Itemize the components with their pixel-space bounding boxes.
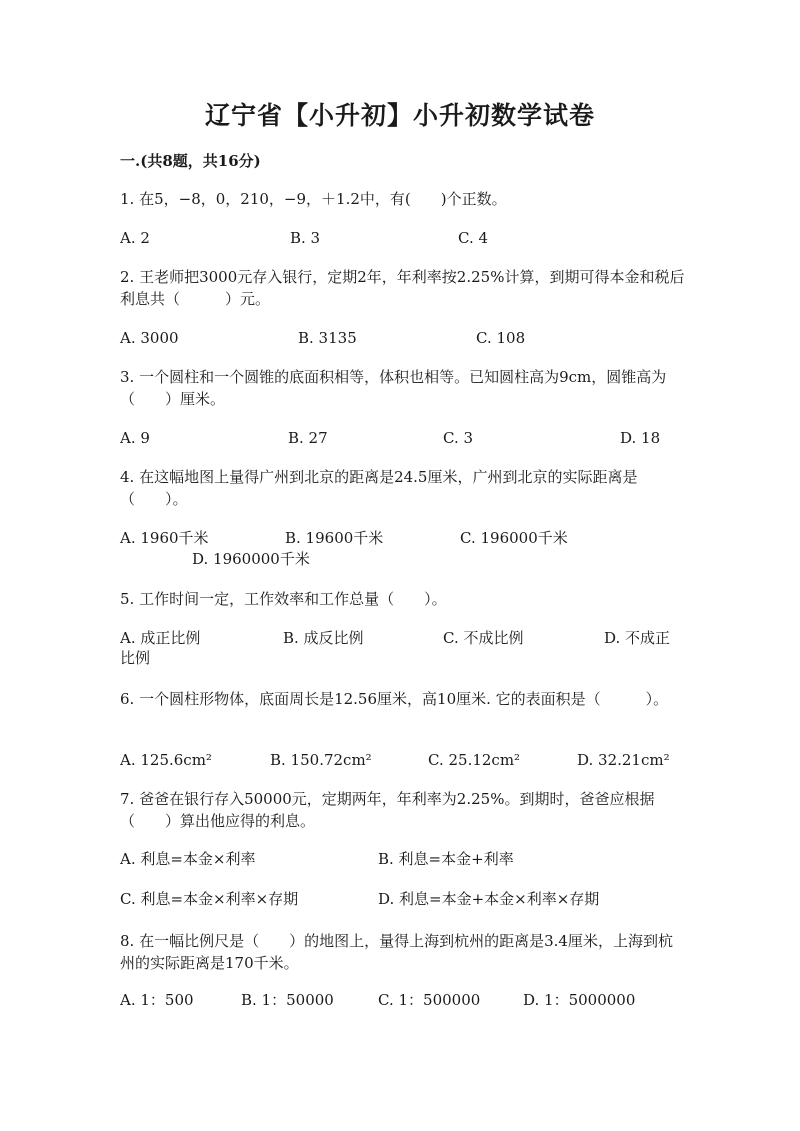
question-3-option-a[interactable]: A. 9 (120, 429, 150, 447)
question-4-option-b[interactable]: B. 19600千米 (285, 529, 384, 547)
question-1-stem: 1. 在5，−8，0，210，−9，＋1.2中，有( )个正数。 (120, 190, 507, 208)
question-5-stem: 5. 工作时间一定，工作效率和工作总量（ ）。 (120, 590, 447, 608)
question-5-option-b[interactable]: B. 成反比例 (283, 629, 364, 647)
question-1-option-b[interactable]: B. 3 (290, 229, 321, 247)
question-4-option-c[interactable]: C. 196000千米 (460, 529, 568, 547)
question-2-option-c[interactable]: C. 108 (476, 329, 526, 347)
question-1-option-a[interactable]: A. 2 (120, 229, 150, 247)
question-8-stem: 8. 在一幅比例尺是（ ）的地图上，量得上海到杭州的距离是3.4厘米，上海到杭州的实际距离是170千米。 (120, 932, 673, 972)
question-2-option-a[interactable]: A. 3000 (120, 329, 179, 347)
question-6-option-c[interactable]: C. 25.12cm² (428, 751, 521, 769)
question-6-option-b[interactable]: B. 150.72cm² (270, 751, 372, 769)
question-7-option-a[interactable]: A. 利息=本金×利率 (120, 850, 256, 868)
question-4-stem: 4. 在这幅地图上量得广州到北京的距离是24.5厘米，广州到北京的实际距离是（ ）。 (120, 468, 638, 508)
question-5-option-c[interactable]: C. 不成比例 (443, 629, 524, 647)
question-4-option-a[interactable]: A. 1960千米 (120, 529, 209, 547)
question-3-option-d[interactable]: D. 18 (620, 429, 661, 447)
question-3-stem: 3. 一个圆柱和一个圆锥的底面积相等，体积也相等。已知圆柱高为9cm，圆锥高为（ ）厘米。 (120, 368, 667, 408)
question-6-option-a[interactable]: A. 125.6cm² (120, 751, 212, 769)
question-8-option-d[interactable]: D. 1：5000000 (523, 991, 636, 1009)
question-5-option-d[interactable]: D. 不成正比例 (120, 629, 671, 667)
question-2-stem: 2. 王老师把3000元存入银行，定期2年，年利率按2.25%计算，到期可得本金和税后利息共（ ）元。 (120, 268, 685, 308)
question-2-option-b[interactable]: B. 3135 (298, 329, 357, 347)
question-8-option-a[interactable]: A. 1：500 (120, 991, 194, 1009)
question-6-option-d[interactable]: D. 32.21cm² (577, 751, 670, 769)
question-3-option-b[interactable]: B. 27 (288, 429, 328, 447)
question-4-option-d[interactable]: D. 1960000千米 (192, 550, 310, 568)
question-1-option-c[interactable]: C. 4 (458, 229, 489, 247)
question-7-stem: 7. 爸爸在银行存入50000元，定期两年，年利率为2.25%。到期时，爸爸应根据（ ）算出他应得的利息。 (120, 790, 655, 830)
question-8-option-c[interactable]: C. 1：500000 (378, 991, 481, 1009)
question-8-option-b[interactable]: B. 1：50000 (241, 991, 334, 1009)
section-heading: 一.(共8题，共16分) (120, 152, 261, 170)
question-3-option-c[interactable]: C. 3 (443, 429, 474, 447)
question-7-option-c[interactable]: C. 利息=本金×利率×存期 (120, 890, 299, 908)
question-5-option-a[interactable]: A. 成正比例 (120, 629, 201, 647)
page-title: 辽宁省【小升初】小升初数学试卷 (204, 101, 595, 130)
question-7-option-d[interactable]: D. 利息=本金+本金×利率×存期 (378, 890, 600, 908)
question-7-option-b[interactable]: B. 利息=本金+利率 (378, 850, 514, 868)
question-6-stem: 6. 一个圆柱形物体，底面周长是12.56厘米，高10厘米. 它的表面积是（ ）。 (120, 690, 669, 708)
